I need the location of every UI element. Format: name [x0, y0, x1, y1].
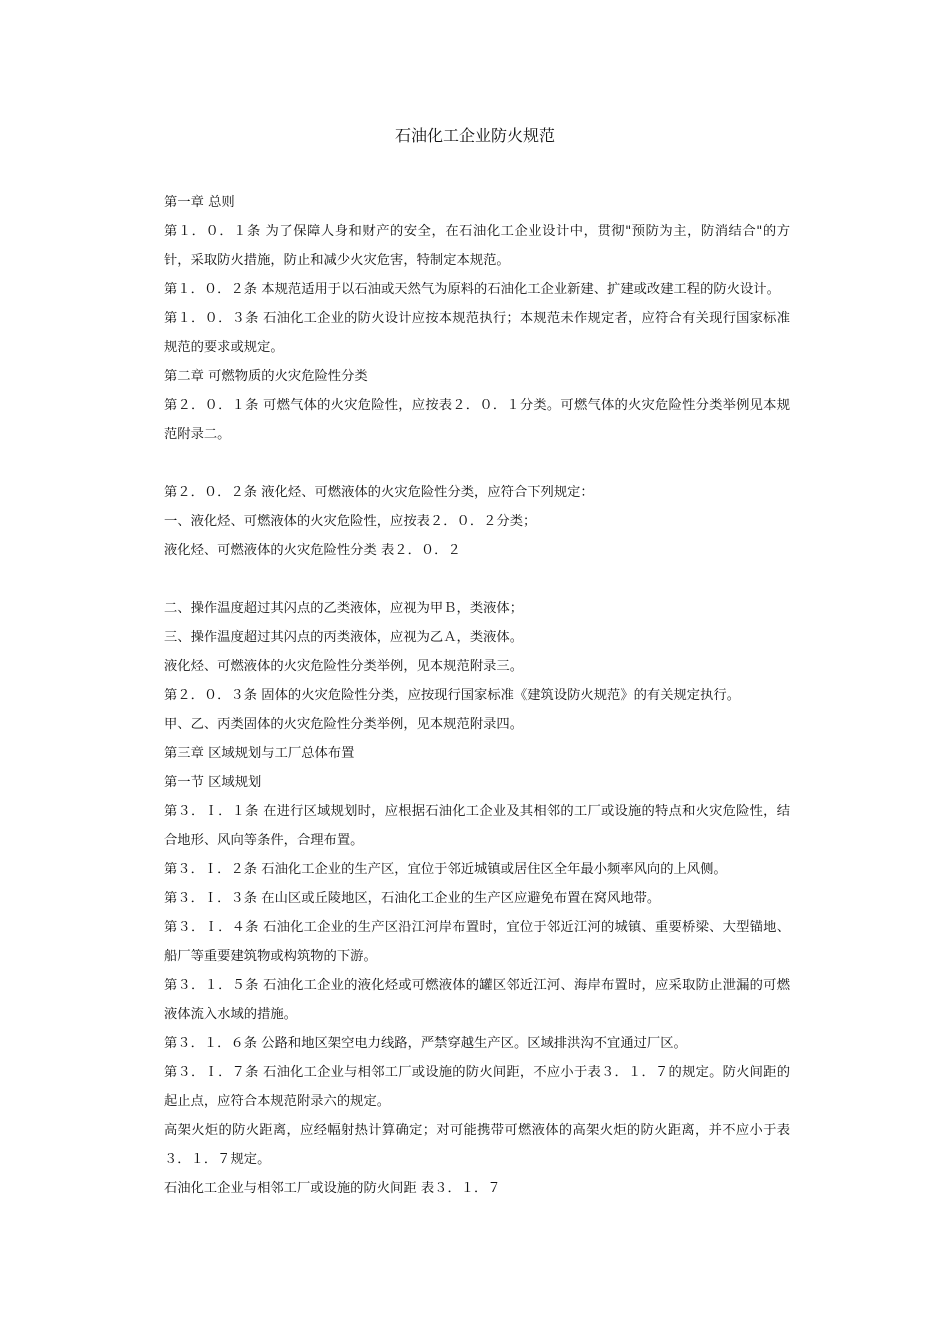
- article-paragraph: 第２．０．３条 固体的火灾危险性分类，应按现行国家标准《建筑设防火规范》的有关规定执行。: [164, 688, 740, 703]
- blank-line: [164, 565, 790, 594]
- list-item: 一、液化烃、可燃液体的火灾危险性，应按表２．０．２分类；: [164, 514, 537, 529]
- article-paragraph: 第１．０．３条 石油化工企业的防火设计应按本规范执行；本规范未作规定者，应符合有关现行国家标准规范的要求或规定。: [164, 311, 790, 355]
- body-paragraph: 高架火炬的防火距离，应经幅射热计算确定；对可能携带可燃液体的高架火炬的防火距离，并不应小于表３．１．７规定。: [164, 1123, 790, 1167]
- document-title: 石油化工企业防火规范: [394, 126, 555, 145]
- article-paragraph: 第２．０．２条 液化烃、可燃液体的火灾危险性分类，应符合下列规定：: [164, 485, 594, 500]
- article-paragraph: 第１．０．２条 本规范适用于以石油或天然气为原料的石油化工企业新建、扩建或改建工程的防火设计。: [164, 282, 780, 297]
- list-item: 二、操作温度超过其闪点的乙类液体，应视为甲Ｂ，类液体；: [164, 601, 524, 616]
- list-item: 三、操作温度超过其闪点的丙类液体，应视为乙Ａ，类液体。: [164, 630, 524, 645]
- table-caption: 石油化工企业与相邻工厂或设施的防火间距 表３．１．７: [164, 1181, 501, 1196]
- article-paragraph: 第３．Ｉ．１条 在进行区域规划时，应根据石油化工企业及其相邻的工厂或设施的特点和火灾危险性，结合地形、风向等条件，合理布置。: [164, 804, 790, 848]
- section-heading: 第一节 区域规划: [164, 775, 262, 790]
- table-caption: 液化烃、可燃液体的火灾危险性分类 表２．０．２: [164, 543, 461, 558]
- article-paragraph: 第３．Ｉ．３条 在山区或丘陵地区，石油化工企业的生产区应避免布置在窝风地带。: [164, 891, 661, 906]
- body-paragraph: 液化烃、可燃液体的火灾危险性分类举例，见本规范附录三。: [164, 659, 524, 674]
- article-paragraph: 第３．Ｉ．２条 石油化工企业的生产区，宜位于邻近城镇或居住区全年最小频率风向的上风侧。: [164, 862, 727, 877]
- chapter-heading: 第三章 区域规划与工厂总体布置: [164, 746, 355, 761]
- article-paragraph: 第３．１．５条 石油化工企业的液化烃或可燃液体的罐区邻近江河、海岸布置时，应采取防止泄漏的可燃液体流入水域的措施。: [164, 978, 790, 1022]
- article-paragraph: 第３．Ｉ．４条 石油化工企业的生产区沿江河岸布置时，宜位于邻近江河的城镇、重要桥梁、大型锚地、船厂等重要建筑物或构筑物的下游。: [164, 920, 790, 964]
- article-paragraph: 第３．１．６条 公路和地区架空电力线路，严禁穿越生产区。区域排洪沟不宜通过厂区。: [164, 1036, 687, 1051]
- blank-line: [164, 449, 790, 478]
- article-paragraph: 第２．０．１条 可燃气体的火灾危险性，应按表２．０．１分类。可燃气体的火灾危险性分类举例见本规范附录二。: [164, 398, 790, 442]
- article-paragraph: 第３．Ｉ．７条 石油化工企业与相邻工厂或设施的防火间距，不应小于表３．１．７的规定。防火间距的起止点，应符合本规范附录六的规定。: [164, 1065, 790, 1109]
- chapter-heading: 第一章 总则: [164, 195, 235, 210]
- article-paragraph: 第１．０．１条 为了保障人身和财产的安全，在石油化工企业设计中，贯彻"预防为主，防消结合"的方针，采取防火措施，防止和减少火灾危害，特制定本规范。: [164, 224, 790, 268]
- body-paragraph: 甲、乙、丙类固体的火灾危险性分类举例，见本规范附录四。: [164, 717, 524, 732]
- document-body: [164, 188, 790, 1203]
- chapter-heading: 第二章 可燃物质的火灾危险性分类: [164, 369, 368, 384]
